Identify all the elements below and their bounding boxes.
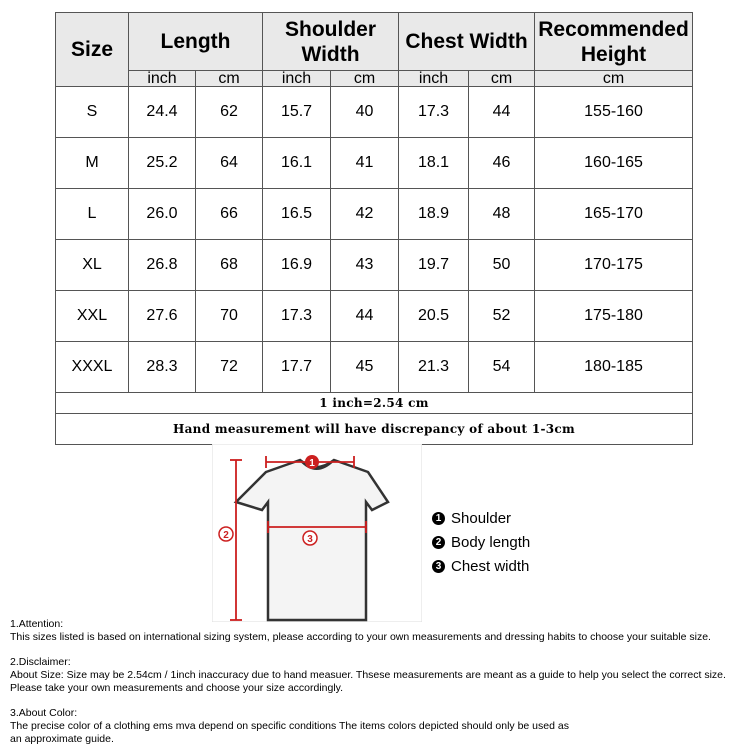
table-cell: 170-175 [535, 240, 693, 291]
marker-2 [219, 527, 233, 541]
table-cell: 18.9 [399, 189, 469, 240]
legend-item-chest-width [432, 554, 530, 578]
table-cell: 46 [469, 138, 535, 189]
unit-cell: cm [331, 71, 399, 87]
unit-cell: inch [129, 71, 196, 87]
measurement-note-row [56, 414, 693, 445]
disclaimer-title: 2.Disclaimer: [10, 656, 71, 668]
header-size: Size [56, 13, 129, 87]
svg-text:1: 1 [309, 458, 315, 469]
table-cell: 16.9 [263, 240, 331, 291]
table-row [56, 342, 693, 393]
legend-label: Shoulder [451, 509, 512, 527]
table-cell: 18.1 [399, 138, 469, 189]
disclaimer-text: Please take your own measurements and choose your size accordingly. [10, 682, 344, 694]
table-cell: 25.2 [129, 138, 196, 189]
attention-text: This sizes listed is based on international sizing system, please according to your own measurements and dressing habits to choose your suitable size. [10, 631, 711, 643]
unit-cell: inch [399, 71, 469, 87]
notes-section [10, 618, 745, 746]
tshirt-illustration [212, 444, 422, 622]
size-chart-table [55, 12, 693, 445]
table-cell: 24.4 [129, 87, 196, 138]
header-recommended-height: Recommended Height [535, 13, 693, 71]
table-cell: XXL [56, 291, 129, 342]
svg-text:2: 2 [223, 530, 229, 541]
disclaimer-text: About Size: Size may be 2.54cm / 1inch inaccuracy due to hand measuer. Thsese measurements are meant as a guide to help you select the correct size. [10, 669, 726, 681]
header-shoulder-width: Shoulder Width [263, 13, 399, 71]
unit-cell: cm [535, 71, 693, 87]
table-cell: 26.0 [129, 189, 196, 240]
conversion-note-row [56, 393, 693, 414]
table-cell: XL [56, 240, 129, 291]
table-cell: 16.5 [263, 189, 331, 240]
table-cell: 160-165 [535, 138, 693, 189]
legend-number: 3 [432, 560, 445, 573]
legend-label: Body length [451, 533, 531, 551]
table-cell: 26.8 [129, 240, 196, 291]
color-text: The precise color of a clothing ems mva depend on specific conditions The items colors depicted should only be used as [10, 720, 569, 732]
table-cell: S [56, 87, 129, 138]
color-text: an approximate guide. [10, 733, 114, 745]
table-cell: 175-180 [535, 291, 693, 342]
table-cell: 19.7 [399, 240, 469, 291]
table-row [56, 240, 693, 291]
table-cell: 43 [331, 240, 399, 291]
header-length: Length [129, 13, 263, 71]
table-cell: 68 [196, 240, 263, 291]
table-cell: 15.7 [263, 87, 331, 138]
table-cell: M [56, 138, 129, 189]
table-cell: 62 [196, 87, 263, 138]
legend-item-shoulder [432, 506, 530, 530]
table-cell: 155-160 [535, 87, 693, 138]
table-cell: 28.3 [129, 342, 196, 393]
table-cell: 27.6 [129, 291, 196, 342]
table-cell: 180-185 [535, 342, 693, 393]
legend-item-body-length [432, 530, 530, 554]
table-row [56, 87, 693, 138]
unit-cell: cm [196, 71, 263, 87]
measurement-note: Hand measurement will have discrepancy of about 1-3cm [56, 414, 693, 445]
diagram-legend [432, 506, 530, 578]
table-cell: 48 [469, 189, 535, 240]
legend-number: 1 [432, 512, 445, 525]
table-cell: 66 [196, 189, 263, 240]
legend-label: Chest width [451, 557, 530, 575]
table-cell: 20.5 [399, 291, 469, 342]
table-cell: 54 [469, 342, 535, 393]
table-cell: 44 [331, 291, 399, 342]
table-cell: 72 [196, 342, 263, 393]
table-cell: 52 [469, 291, 535, 342]
table-cell: 40 [331, 87, 399, 138]
table-cell: 45 [331, 342, 399, 393]
table-row [56, 291, 693, 342]
conversion-note: 1 inch=2.54 cm [56, 393, 693, 414]
table-cell: 42 [331, 189, 399, 240]
table-row [56, 189, 693, 240]
table-cell: 41 [331, 138, 399, 189]
attention-title: 1.Attention: [10, 618, 64, 630]
color-title: 3.About Color: [10, 707, 78, 719]
table-cell: 21.3 [399, 342, 469, 393]
marker-3 [303, 531, 317, 545]
table-row [56, 138, 693, 189]
svg-text:3: 3 [307, 534, 313, 545]
table-cell: 17.3 [263, 291, 331, 342]
table-header-row [56, 13, 693, 71]
unit-cell: cm [469, 71, 535, 87]
table-cell: 44 [469, 87, 535, 138]
table-cell: 50 [469, 240, 535, 291]
table-cell: 165-170 [535, 189, 693, 240]
table-cell: 16.1 [263, 138, 331, 189]
marker-1 [305, 455, 319, 469]
table-cell: 70 [196, 291, 263, 342]
table-cell: 17.3 [399, 87, 469, 138]
unit-row [56, 71, 693, 87]
header-chest-width: Chest Width [399, 13, 535, 71]
unit-cell: inch [263, 71, 331, 87]
legend-number: 2 [432, 536, 445, 549]
table-cell: XXXL [56, 342, 129, 393]
tshirt-measurement-diagram [212, 444, 422, 622]
table-cell: 64 [196, 138, 263, 189]
table-cell: L [56, 189, 129, 240]
table-cell: 17.7 [263, 342, 331, 393]
